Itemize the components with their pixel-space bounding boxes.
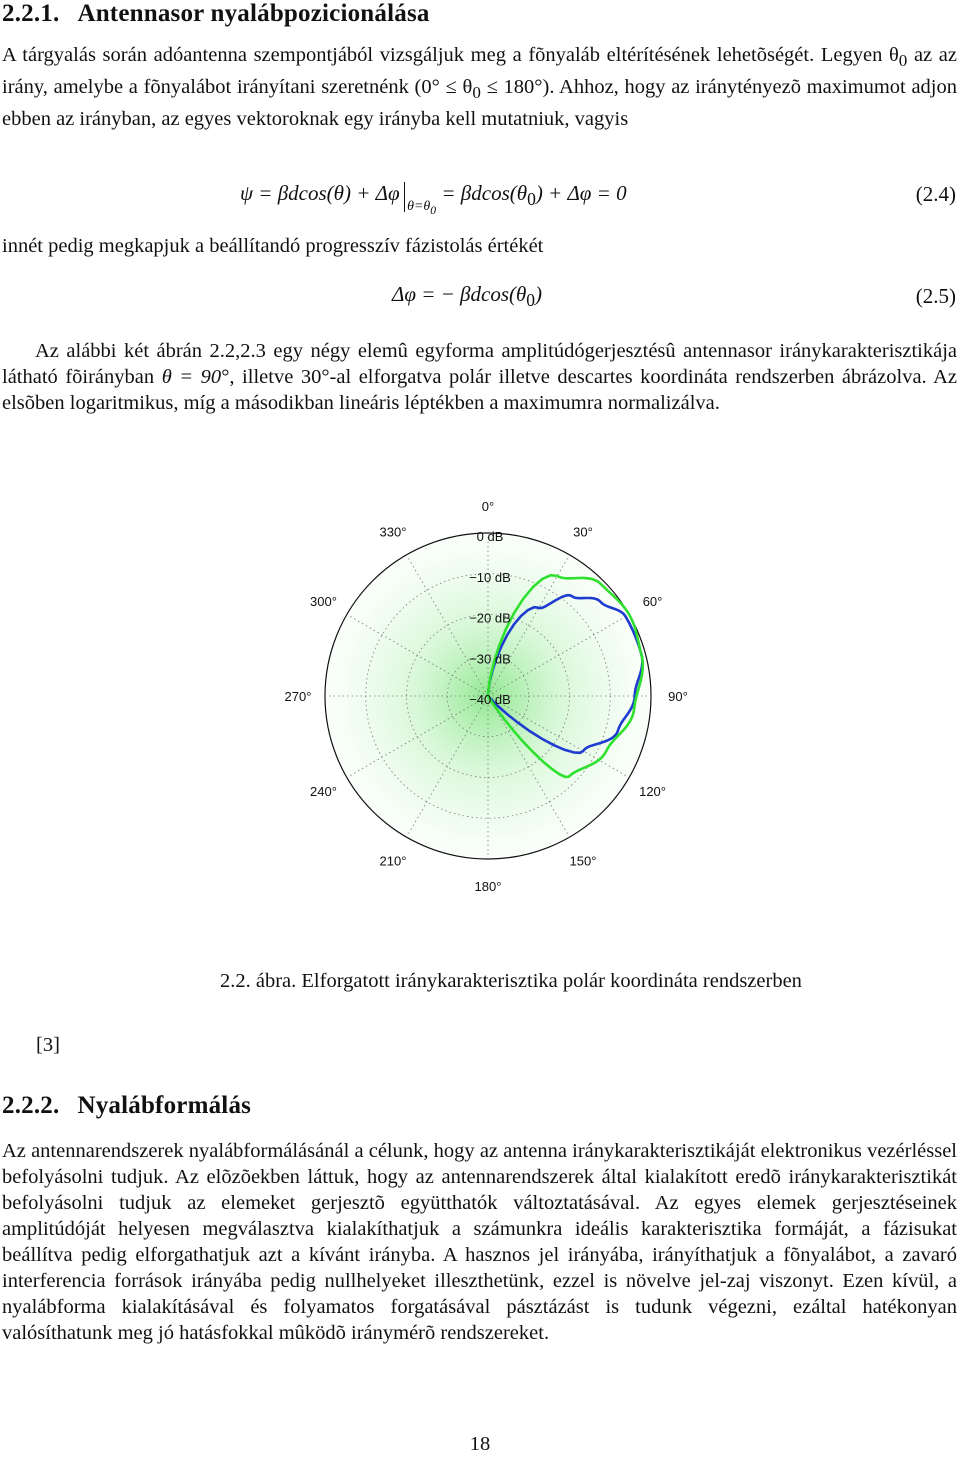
figure-caption: 2.2. ábra. Elforgatott iránykarakterisztika polár koordináta rendszerben <box>220 970 802 992</box>
subscript: 0 <box>527 189 536 209</box>
eq-lhs: Δφ = − βdcos(θ <box>392 282 527 306</box>
angle-tick-label: 240° <box>310 784 337 799</box>
para-text: az az irány, amelybe a fõnyalábot irányítani szeretnénk (0° ≤ θ <box>2 44 957 99</box>
eq-condition <box>407 198 437 217</box>
para-text: ≤ 180°). Ahhoz, hogy az iránytényezõ maximumot adjon ebben az irányban, az egyes vektoroknak egy irányba kell mutatniuk, vagyis <box>2 76 958 131</box>
section-heading-2 <box>2 1092 251 1120</box>
paragraph-3 <box>2 338 957 416</box>
theta-equation: θ = 90 <box>161 366 222 388</box>
angle-tick-label: 90° <box>668 689 688 704</box>
radial-tick-label: −20 dB <box>469 610 511 626</box>
section-title: Antennasor nyalábpozicionálása <box>77 0 430 27</box>
angle-tick-label: 180° <box>474 879 502 894</box>
angle-tick-label: 60° <box>642 594 663 609</box>
radial-tick-label: −40 dB <box>469 692 511 707</box>
eq-rhs-end: ) + Δφ = 0 <box>535 180 627 205</box>
angle-tick-label: 210° <box>379 853 407 869</box>
radial-tick-label: 0 dB <box>476 529 504 544</box>
eq-end: ) <box>535 282 543 306</box>
eval-bar <box>404 182 406 212</box>
section-number: 2.2.2. <box>2 1092 60 1119</box>
radial-tick-label: −30 dB <box>469 651 511 667</box>
section-heading-1 <box>2 0 430 28</box>
para-text: A tárgyalás során adóantenna szempontjából vizsgáljuk meg a fõnyaláb eltérítésének lehetõségét. Legyen θ <box>2 44 899 66</box>
angle-tick-label: 120° <box>639 784 666 799</box>
citation: [3] <box>36 1034 60 1056</box>
paragraph-intro <box>2 42 957 132</box>
paragraph-4: Az antennarendszerek nyalábformálásánál a célunk, hogy az antenna iránykarakterisztikáját elektronikus vezérléssel befolyásolni tudjuk. Az elõzõekben láttuk, hogy az antennarendszerek által kialakított eredõ iránykarakterisztikát befolyásolni tudjuk az elemeket gerjesztõ együtthatók változtatásával. Az egyes elemek gerjesztéseinek amplitúdóját helyesen megválasztva kialakíthatjuk a számunkra ideális karakterisztika formáját, a fázisukat beállítva pedig elforgathatjuk azt a kívánt irányba. A hasznos jel irányába, irányíthatjuk a fõnyalábot, a zavaró interferencia források irányába pedig nullhelyeket illeszthetünk, ezzel is növelve jel-zaj viszonyt. Ezen kívül, a nyalábforma kialakításával és folyamatos forgatásával pásztázást is tudunk végezni, ezáltal hatékonyan valósíthatunk meg jó hatásfokkal mûködõ iránymérõ rendszereket. <box>2 1140 957 1344</box>
angle-tick-label: 300° <box>310 594 337 609</box>
equation-2-5 <box>392 282 542 311</box>
subscript: 0 <box>526 290 536 311</box>
section-number: 2.2.1. <box>2 0 60 27</box>
cond-sub: 0 <box>430 203 437 217</box>
eq-rhs: = βdcos(θ <box>441 180 528 205</box>
angle-tick-label: 330° <box>379 524 407 540</box>
angle-tick-label: 270° <box>284 689 312 704</box>
angle-tick-label: 0° <box>481 499 495 514</box>
angle-tick-label: 30° <box>573 524 593 540</box>
subscript: 0 <box>472 83 481 103</box>
para-text: Az alábbi két ábrán 2.2,2.3 egy négy elemû egyforma amplitúdógerjesztésû antennasor iránykarakterisztikája látható fõirányban <box>2 340 957 388</box>
paragraph-2: innét pedig megkapjuk a beállítandó progresszív fázistolás értékét <box>2 235 544 257</box>
equation-2-4 <box>240 180 627 217</box>
para-text: °, illetve 30°-al elforgatva polár illetve descartes koordináta rendszerben ábrázolva. Az elsõben logaritmikus, míg a másodikban lineáris léptékben a maximumra normalizálva. <box>2 366 957 414</box>
page-number: 18 <box>469 1433 491 1455</box>
radial-tick-label: −10 dB <box>469 569 511 585</box>
cond-text: θ=θ <box>407 198 431 214</box>
eq-lhs: ψ = βdcos(θ) + Δφ <box>240 180 400 205</box>
section-title: Nyalábformálás <box>77 1092 252 1119</box>
subscript: 0 <box>898 51 908 71</box>
equation-number-2-4: (2.4) <box>915 182 956 206</box>
equation-number-2-5: (2.5) <box>915 284 956 308</box>
angle-tick-label: 150° <box>569 853 597 869</box>
polar-chart <box>240 460 720 930</box>
